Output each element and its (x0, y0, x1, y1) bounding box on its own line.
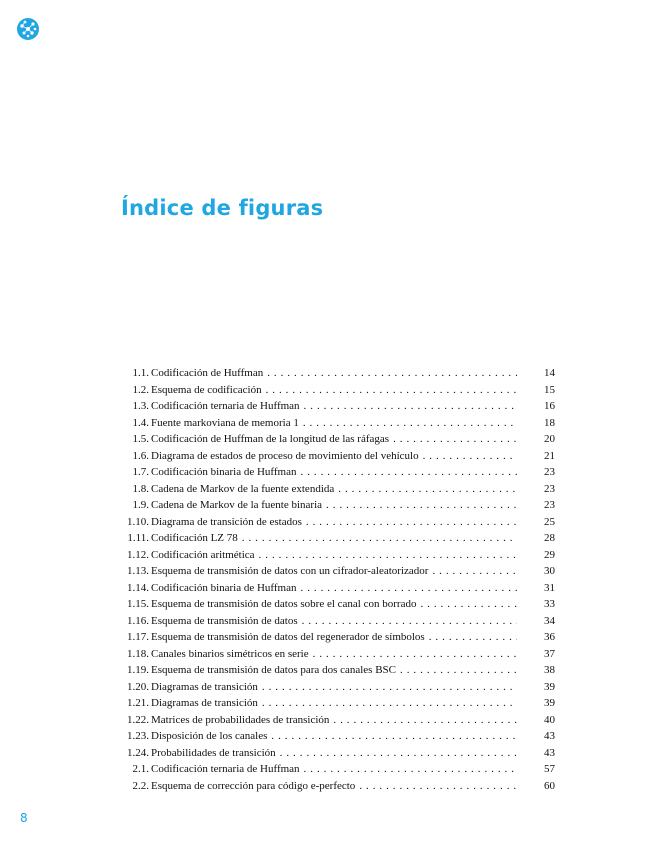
figure-label: Codificación de Huffman de la longitud de las ráfagas (151, 433, 390, 445)
figure-label: Codificación binaria de Huffman (151, 466, 297, 478)
figure-label: Diagramas de transición (151, 697, 258, 709)
figure-label: Codificación aritmética (151, 548, 255, 561)
dot-leader (242, 530, 517, 547)
figure-page: 60 (544, 779, 555, 792)
figure-label: Esquema de transmisión de datos sobre el canal con borrado (151, 598, 417, 610)
figure-number: 1.7. (132, 466, 149, 478)
figure-page: 37 (544, 647, 555, 660)
figure-entry[interactable] (119, 382, 555, 399)
figure-label: Codificación ternaria de Huffman (151, 763, 300, 775)
figure-page: 16 (544, 400, 555, 412)
dot-leader (338, 481, 517, 498)
figure-number: 1.16. (127, 614, 149, 627)
figure-entry[interactable] (119, 547, 555, 564)
page-title: Índice de figuras (121, 196, 324, 220)
figure-entry[interactable] (119, 448, 555, 465)
figure-number: 1.11. (127, 532, 149, 544)
figure-entry[interactable] (119, 464, 555, 481)
figure-number: 1.14. (127, 581, 149, 594)
figure-number: 1.22. (127, 713, 149, 726)
dot-leader (429, 629, 517, 646)
figure-number: 1.12. (127, 548, 149, 561)
figure-number: 2.1. (132, 763, 149, 775)
figure-number: 1.3. (132, 400, 149, 412)
figure-page: 57 (544, 763, 555, 775)
figure-entry[interactable] (119, 530, 555, 547)
figure-label: Cadena de Markov de la fuente binaria (151, 499, 323, 511)
dot-leader (301, 580, 518, 597)
figure-number: 1.18. (127, 647, 149, 660)
dot-leader (259, 547, 517, 564)
figure-entry[interactable] (119, 745, 555, 762)
figure-page: 20 (544, 433, 555, 445)
figure-entry[interactable] (119, 761, 555, 778)
figure-page: 15 (544, 383, 555, 396)
dot-leader (304, 761, 517, 778)
figure-entry[interactable] (119, 646, 555, 663)
figure-page: 18 (544, 416, 555, 429)
figure-number: 1.17. (127, 631, 149, 643)
figure-page: 21 (544, 449, 555, 462)
figure-number: 1.5. (132, 433, 149, 445)
figure-entry[interactable] (119, 629, 555, 646)
figure-page: 31 (544, 581, 555, 594)
figure-page: 33 (544, 598, 555, 610)
figure-entry[interactable] (119, 497, 555, 514)
figure-entry[interactable] (119, 613, 555, 630)
figure-page: 43 (544, 730, 555, 742)
figure-page: 23 (544, 499, 555, 511)
figure-label: Diagrama de transición de estados (151, 515, 302, 528)
figure-label: Canales binarios simétricos en serie (151, 647, 309, 660)
dot-leader (400, 662, 517, 679)
figure-entry[interactable] (119, 580, 555, 597)
network-dots-icon (17, 18, 39, 40)
dot-leader (262, 679, 517, 696)
figure-number: 1.13. (127, 565, 149, 577)
figure-number: 1.2. (132, 383, 149, 396)
figure-number: 1.20. (127, 680, 149, 693)
figure-number: 1.6. (132, 449, 149, 462)
figure-label: Esquema de transmisión de datos (151, 614, 298, 627)
figure-label: Codificación binaria de Huffman (151, 581, 297, 594)
figure-page: 39 (544, 697, 555, 709)
figure-number: 1.1. (132, 367, 149, 379)
dot-leader (303, 415, 517, 432)
figure-entry[interactable] (119, 778, 555, 795)
dot-leader (302, 613, 517, 630)
figure-entry[interactable] (119, 563, 555, 580)
figure-page: 36 (544, 631, 555, 643)
dot-leader (432, 563, 517, 580)
figure-page: 34 (544, 614, 555, 627)
figure-page: 39 (544, 680, 555, 693)
dot-leader (333, 712, 517, 729)
figure-number: 1.4. (132, 416, 149, 429)
figure-label: Matrices de probabilidades de transición (151, 713, 330, 726)
dot-leader (266, 382, 517, 399)
figure-entry[interactable] (119, 431, 555, 448)
figure-number: 1.10. (127, 515, 149, 528)
figure-number: 1.15. (127, 598, 149, 610)
figure-label: Esquema de transmisión de datos del regenerador de símbolos (151, 631, 425, 643)
figure-label: Codificación ternaria de Huffman (151, 400, 300, 412)
dot-leader (301, 464, 518, 481)
figure-page: 14 (544, 367, 555, 379)
figure-label: Esquema de transmisión de datos para dos canales BSC (151, 664, 397, 676)
figure-entry[interactable] (119, 695, 555, 712)
figure-entry[interactable] (119, 712, 555, 729)
dot-leader (326, 497, 517, 514)
figure-page: 43 (544, 746, 555, 759)
figure-number: 1.9. (132, 499, 149, 511)
figure-label: Esquema de transmisión de datos con un cifrador-aleatorizador (151, 565, 429, 577)
figure-entry[interactable] (119, 514, 555, 531)
figure-label: Esquema de corrección para código e-perfecto (151, 779, 356, 792)
figure-entry[interactable] (119, 398, 555, 415)
figure-page: 28 (544, 532, 555, 544)
figure-label: Probabilidades de transición (151, 746, 276, 759)
dot-leader (304, 398, 517, 415)
figure-label: Diagramas de transición (151, 680, 258, 693)
dot-leader (393, 431, 517, 448)
dot-leader (306, 514, 517, 531)
dot-leader (313, 646, 517, 663)
figure-label: Diagrama de estados de proceso de movimiento del vehículo (151, 449, 419, 462)
figure-label: Disposición de los canales (151, 730, 268, 742)
figure-entry[interactable] (119, 679, 555, 696)
dot-leader (359, 778, 517, 795)
figure-page: 38 (544, 664, 555, 676)
figure-label: Codificación de Huffman (151, 367, 264, 379)
dot-leader (271, 728, 517, 745)
figure-entry[interactable] (119, 481, 555, 498)
figure-number: 1.23. (127, 730, 149, 742)
figure-number: 1.24. (127, 746, 149, 759)
page-number: 8 (20, 811, 28, 825)
figure-label: Cadena de Markov de la fuente extendida (151, 482, 335, 495)
figure-number: 1.19. (127, 664, 149, 676)
figure-number: 1.8. (132, 482, 149, 495)
figure-number: 2.2. (132, 779, 149, 792)
dot-leader (267, 365, 517, 382)
figure-entry[interactable] (119, 415, 555, 432)
figure-entry[interactable] (119, 662, 555, 679)
figure-page: 29 (544, 548, 555, 561)
dot-leader (423, 448, 517, 465)
figure-entry[interactable] (119, 365, 555, 382)
figure-label: Esquema de codificación (151, 383, 262, 396)
dot-leader (280, 745, 517, 762)
figure-page: 25 (544, 515, 555, 528)
figure-label: Fuente markoviana de memoria 1 (151, 416, 299, 429)
figure-label: Codificación LZ 78 (151, 532, 238, 544)
figure-page: 23 (544, 466, 555, 478)
dot-leader (420, 596, 517, 613)
figure-entry[interactable] (119, 728, 555, 745)
figure-index-list (119, 365, 555, 794)
figure-page: 23 (544, 482, 555, 495)
figure-entry[interactable] (119, 596, 555, 613)
figure-page: 40 (544, 713, 555, 726)
dot-leader (262, 695, 517, 712)
figure-page: 30 (544, 565, 555, 577)
figure-number: 1.21. (127, 697, 149, 709)
